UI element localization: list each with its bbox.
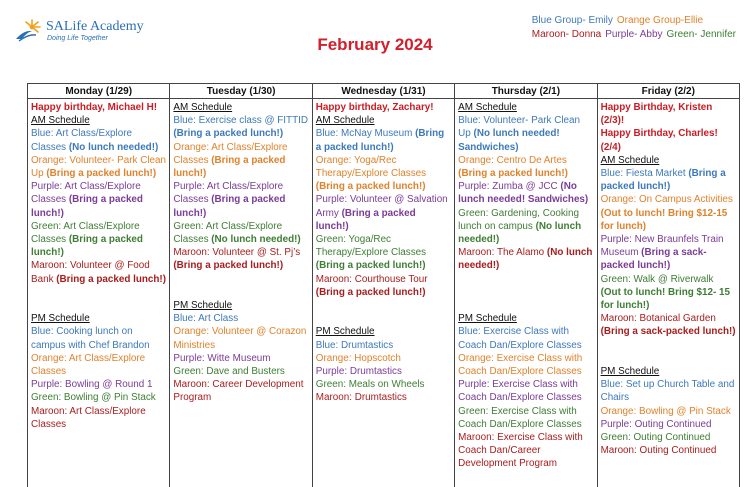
- schedule-text: Green: Gardening, Cooking lunch on campus: [458, 207, 579, 232]
- lunch-note: (Bring a packed lunch!): [315, 286, 426, 298]
- schedule-line: [458, 325, 593, 351]
- day-cell: [312, 99, 454, 487]
- schedule-line: [316, 391, 451, 404]
- schedule-line: [458, 114, 593, 154]
- page-title: February 2024: [317, 35, 433, 54]
- schedule-line: [316, 365, 451, 378]
- lunch-note: Happy Birthday, Kristen (2/3)!: [600, 102, 713, 127]
- day-cell: [28, 99, 170, 487]
- schedule-line: [31, 154, 166, 180]
- schedule-line: [316, 352, 451, 365]
- lunch-note: (Bring a packed lunch!): [173, 154, 286, 180]
- schedule-text: Green: Bowling @ Pin Stack: [31, 392, 156, 404]
- schedule-text: Maroon: Botanical Garden: [600, 313, 716, 325]
- spacer: [31, 286, 166, 312]
- schedule-heading: AM Schedule: [458, 102, 517, 113]
- schedule-line: [173, 299, 308, 312]
- schedule-line: [316, 101, 451, 114]
- spacer: [173, 273, 308, 299]
- schedule-text: Green: Yoga/Rec Therapy/Explore Classes: [315, 234, 427, 259]
- schedule-text: Blue: Cooking lunch on campus with Chef Brandon: [31, 326, 150, 351]
- schedule-line: [316, 127, 451, 153]
- lunch-note: (No lunch needed!): [458, 220, 582, 246]
- lunch-note: (Bring a packed lunch!): [315, 207, 416, 232]
- schedule-line: [173, 365, 308, 378]
- schedule-heading: PM Schedule: [600, 366, 660, 378]
- schedule-line: [601, 193, 736, 233]
- schedule-heading: PM Schedule: [31, 313, 90, 325]
- schedule-text: Blue: Art Class: [173, 313, 239, 325]
- lunch-note: Happy birthday, Zachary!: [315, 102, 434, 113]
- lunch-note: (Out to lunch! Bring $12-15 for lunch): [600, 207, 728, 232]
- schedule-line: [31, 391, 166, 404]
- schedule-text: Blue: Fiesta Market: [600, 168, 689, 180]
- schedule-text: Blue: McNay Museum: [315, 128, 416, 140]
- schedule-heading: PM Schedule: [315, 326, 375, 338]
- schedule-text: Orange: Volunteer- Park Clean Up: [31, 154, 167, 180]
- lunch-note: (Bring a packed lunch!): [315, 181, 426, 193]
- schedule-line: [601, 405, 736, 418]
- schedule-text: Orange: Centro De Artes: [458, 154, 567, 166]
- logo-name: SALife Academy: [46, 19, 144, 34]
- schedule-line: [31, 312, 166, 325]
- lunch-note: (Bring a sack-packed lunch!): [600, 247, 707, 272]
- schedule-line: [458, 405, 593, 431]
- schedule-text: Purple: Drumtastics: [315, 366, 402, 378]
- schedule-text: Maroon: Volunteer @ Food Bank: [31, 260, 150, 285]
- schedule-text: Orange: Yoga/Rec Therapy/Explore Classes: [315, 154, 427, 180]
- schedule-text: Blue: Exercise class @ FITTID: [173, 115, 308, 127]
- schedule-line: [316, 233, 451, 273]
- schedule-text: Purple: New Braunfels Train Museum: [600, 234, 724, 259]
- group-legend: [528, 14, 736, 42]
- schedule-text: Green: Meals on Wheels: [315, 379, 425, 391]
- schedule-text: Blue: Exercise Class with Coach Dan/Explore Classes: [458, 326, 582, 351]
- schedule-text: Green: Art Class/Explore Classes: [31, 220, 140, 246]
- schedule-text: Maroon: Career Development Program: [173, 379, 304, 404]
- schedule-text: Purple: Art Class/Explore Classes: [173, 181, 284, 206]
- lunch-note: (No lunch needed!): [68, 141, 159, 153]
- schedule-text: Green: Art Class/Explore Classes: [173, 220, 283, 246]
- schedule-line: [458, 207, 593, 247]
- schedule-text: Orange: Art Class/Explore Classes: [173, 141, 288, 166]
- lunch-note: (Bring a packed lunch!): [46, 168, 157, 180]
- day-cell: [170, 99, 312, 487]
- schedule-line: [601, 273, 736, 313]
- schedule-line: [601, 167, 736, 193]
- lunch-note: (No lunch needed! Sandwiches): [458, 128, 560, 153]
- schedule-line: [173, 220, 308, 246]
- schedule-line: [173, 325, 308, 351]
- schedule-line: [316, 325, 451, 338]
- legend-item: Orange Group-Ellie: [616, 15, 704, 26]
- lunch-note: (Bring a packed lunch!): [31, 234, 143, 259]
- schedule-line: [31, 405, 166, 431]
- lunch-note: (Bring a packed lunch!): [56, 273, 166, 285]
- schedule-line: [601, 154, 736, 167]
- lunch-note: Happy Birthday, Charles! (2/4): [600, 128, 718, 153]
- schedule-text: Purple: Art Class/Explore Classes: [31, 181, 141, 206]
- lunch-note: (Bring a packed lunch!): [458, 168, 568, 180]
- legend-row: [528, 28, 736, 42]
- schedule-text: Purple: Exercise Class with Coach Dan/Explore Classes: [458, 379, 582, 404]
- schedule-line: [173, 246, 308, 272]
- schedule-text: Orange: On Campus Activities: [600, 194, 733, 206]
- schedule-text: Green: Exercise Class with Coach Dan/Explore Classes: [458, 405, 582, 430]
- schedule-text: Purple: Outing Continued: [600, 418, 712, 430]
- schedule-text: Blue: Drumtastics: [315, 339, 394, 351]
- schedule-text: Blue: Volunteer- Park Clean Up: [458, 115, 581, 140]
- schedule-line: [31, 114, 166, 127]
- schedule-line: [601, 127, 736, 153]
- schedule-text: Maroon: Outing Continued: [600, 445, 717, 457]
- day-header: Tuesday (1/30): [170, 84, 312, 99]
- schedule-heading: AM Schedule: [31, 115, 90, 127]
- schedule-text: Maroon: Art Class/Explore Classes: [31, 405, 146, 430]
- schedule-line: [31, 127, 166, 153]
- schedule-line: [173, 312, 308, 325]
- schedule-heading: PM Schedule: [173, 300, 233, 312]
- day-header: Friday (2/2): [597, 84, 739, 99]
- schedule-line: [601, 444, 736, 457]
- schedule-line: [316, 273, 451, 299]
- schedule-heading: PM Schedule: [458, 313, 517, 325]
- schedule-line: [601, 378, 736, 404]
- lunch-note: (Bring a packed lunch!): [315, 128, 445, 153]
- schedule-line: [601, 101, 736, 127]
- logo-tagline: Doing Life Together: [47, 35, 108, 42]
- schedule-text: Purple: Zumba @ JCC: [458, 181, 561, 193]
- schedule-line: [458, 312, 593, 325]
- schedule-line: [316, 193, 451, 233]
- schedule-line: [458, 246, 593, 272]
- day-header: Monday (1/29): [28, 84, 170, 99]
- schedule-line: [458, 101, 593, 114]
- day-header: Thursday (2/1): [455, 84, 597, 99]
- schedule-line: [601, 365, 736, 378]
- schedule-line: [31, 378, 166, 391]
- schedule-text: Maroon: Exercise Class with Coach Dan/Career Development Program: [458, 432, 583, 470]
- schedule-heading: AM Schedule: [315, 115, 375, 127]
- lunch-note: (Bring a packed lunch!): [315, 260, 426, 272]
- schedule-text: Green: Dave and Busters: [173, 366, 285, 378]
- schedule-text: Orange: Bowling @ Pin Stack: [600, 405, 731, 417]
- schedule-heading: AM Schedule: [173, 102, 233, 113]
- schedule-text: Orange: Hopscotch: [315, 352, 401, 364]
- schedule-line: [31, 101, 166, 114]
- day-cell: [455, 99, 597, 487]
- lunch-note: (Bring a packed lunch!): [600, 168, 726, 193]
- schedule-line: [31, 220, 166, 260]
- schedule-text: Maroon: Drumtastics: [315, 392, 407, 404]
- legend-item: Maroon- Donna: [531, 29, 602, 40]
- schedule-line: [31, 180, 166, 220]
- legend-item: Green- Jennifer: [666, 29, 736, 40]
- spacer: [316, 299, 451, 325]
- schedule-text: Green: Outing Continued: [600, 432, 711, 444]
- spacer: [601, 339, 736, 365]
- lunch-note: (No lunch needed! Sandwiches): [458, 181, 589, 206]
- lunch-note: Happy birthday, Michael H!: [31, 102, 158, 113]
- lunch-note: (Bring a sack-packed lunch!): [600, 326, 736, 338]
- schedule-line: [458, 180, 593, 206]
- schedule-line: [316, 154, 451, 194]
- schedule-line: [173, 180, 308, 220]
- schedule-text: Maroon: Volunteer @ St. Pj’s: [173, 247, 301, 259]
- schedule-text: Maroon: The Alamo: [458, 247, 547, 259]
- schedule-text: Purple: Witte Museum: [173, 352, 271, 364]
- lunch-note: (Bring a packed lunch!): [173, 194, 286, 219]
- schedule-line: [316, 378, 451, 391]
- schedule-line: [316, 339, 451, 352]
- day-cell: [597, 99, 739, 487]
- schedule-line: [31, 259, 166, 285]
- schedule-line: [601, 418, 736, 431]
- spacer: [458, 273, 593, 313]
- lunch-note: (No lunch needed!): [458, 247, 593, 272]
- schedule-line: [31, 325, 166, 351]
- schedule-text: Purple: Volunteer @ Salvation Army: [315, 194, 448, 219]
- legend-item: Purple- Abby: [605, 29, 663, 40]
- schedule-line: [601, 233, 736, 273]
- schedule-text: Blue: Set up Church Table and Chairs: [600, 379, 735, 404]
- weekly-calendar: [27, 83, 740, 487]
- schedule-line: [458, 431, 593, 471]
- legend-row: [528, 14, 736, 28]
- calendar-header-row: [28, 84, 740, 99]
- calendar-body-row: [28, 99, 740, 487]
- lunch-note: (Bring a packed lunch!): [31, 194, 143, 219]
- schedule-line: [173, 141, 308, 181]
- lunch-note: (Bring a packed lunch!): [173, 260, 284, 272]
- lunch-note: (No lunch needed!): [211, 234, 301, 246]
- lunch-note: (Bring a packed lunch!): [173, 128, 284, 140]
- schedule-text: Orange: Volunteer @ Corazon Ministries: [173, 326, 307, 351]
- lunch-note: (Out to lunch! Bring $12- 15 for lunch!): [600, 286, 731, 312]
- schedule-line: [173, 378, 308, 404]
- schedule-text: Maroon: Courthouse Tour: [315, 273, 428, 285]
- schedule-text: Purple: Bowling @ Round 1: [31, 379, 153, 391]
- schedule-line: [173, 114, 308, 140]
- schedule-line: [173, 101, 308, 114]
- schedule-line: [601, 312, 736, 338]
- schedule-line: [458, 154, 593, 180]
- schedule-heading: AM Schedule: [600, 154, 660, 166]
- schedule-line: [316, 114, 451, 127]
- schedule-line: [458, 378, 593, 404]
- schedule-line: [601, 431, 736, 444]
- schedule-line: [173, 352, 308, 365]
- day-header: Wednesday (1/31): [312, 84, 454, 99]
- schedule-text: Green: Walk @ Riverwalk: [600, 273, 714, 285]
- schedule-line: [458, 352, 593, 378]
- schedule-text: Blue: Art Class/Explore Classes: [31, 128, 132, 153]
- schedule-line: [31, 352, 166, 378]
- schedule-text: Orange: Exercise Class with Coach Dan/Explore Classes: [458, 352, 583, 378]
- schedule-text: Orange: Art Class/Explore Classes: [31, 352, 146, 378]
- legend-item: Blue Group- Emily: [531, 15, 613, 26]
